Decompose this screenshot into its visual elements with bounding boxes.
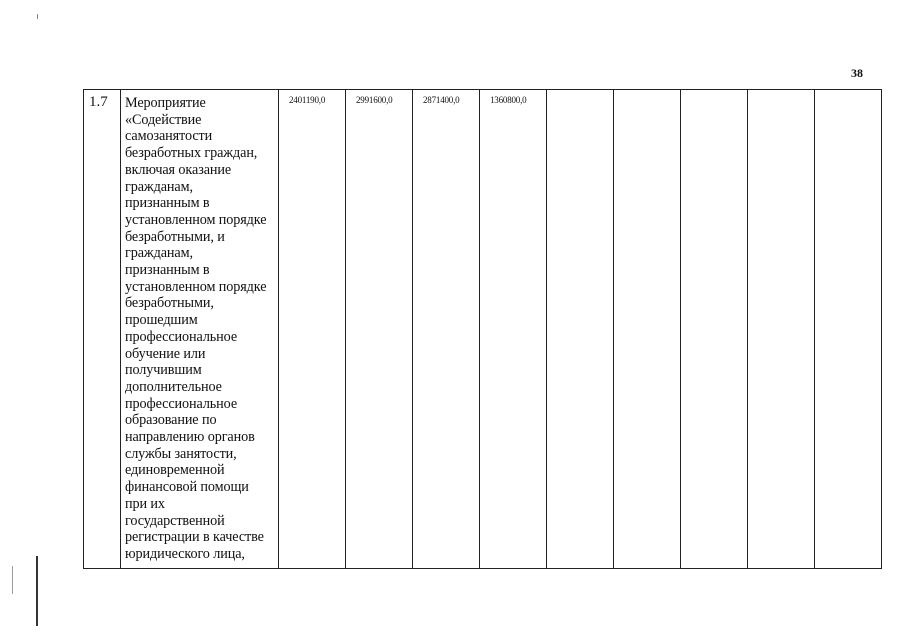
value-cell: 2991600,0 <box>346 90 413 569</box>
scan-mark-left <box>12 566 13 594</box>
table-row <box>84 90 882 569</box>
value-cell <box>614 90 681 569</box>
value-cell: 2401190,0 <box>279 90 346 569</box>
budget-table <box>83 89 882 569</box>
value-cell <box>815 90 882 569</box>
scan-mark-binding <box>36 556 38 626</box>
row-number-cell: 1.7 <box>84 90 121 569</box>
description-cell: Мероприятие «Содействие самозанятости безработных граждан, включая оказание гражданам, признанным в установленном порядке безработными, и гражданам, признанным в установленном порядке безработными, прошедшим профессиональное обучение или получившим дополнительное профессиональное образование по направлению органов службы занятости, единовременной финансовой помощи при их государственной регистрации в качестве юридического лица, <box>121 90 279 569</box>
value-cell <box>547 90 614 569</box>
page-number: 38 <box>851 66 863 80</box>
value-cell: 1360800,0 <box>480 90 547 569</box>
value-cell: 2871400,0 <box>413 90 480 569</box>
value-cell <box>681 90 748 569</box>
scan-mark-top <box>37 14 38 19</box>
value-cell <box>748 90 815 569</box>
